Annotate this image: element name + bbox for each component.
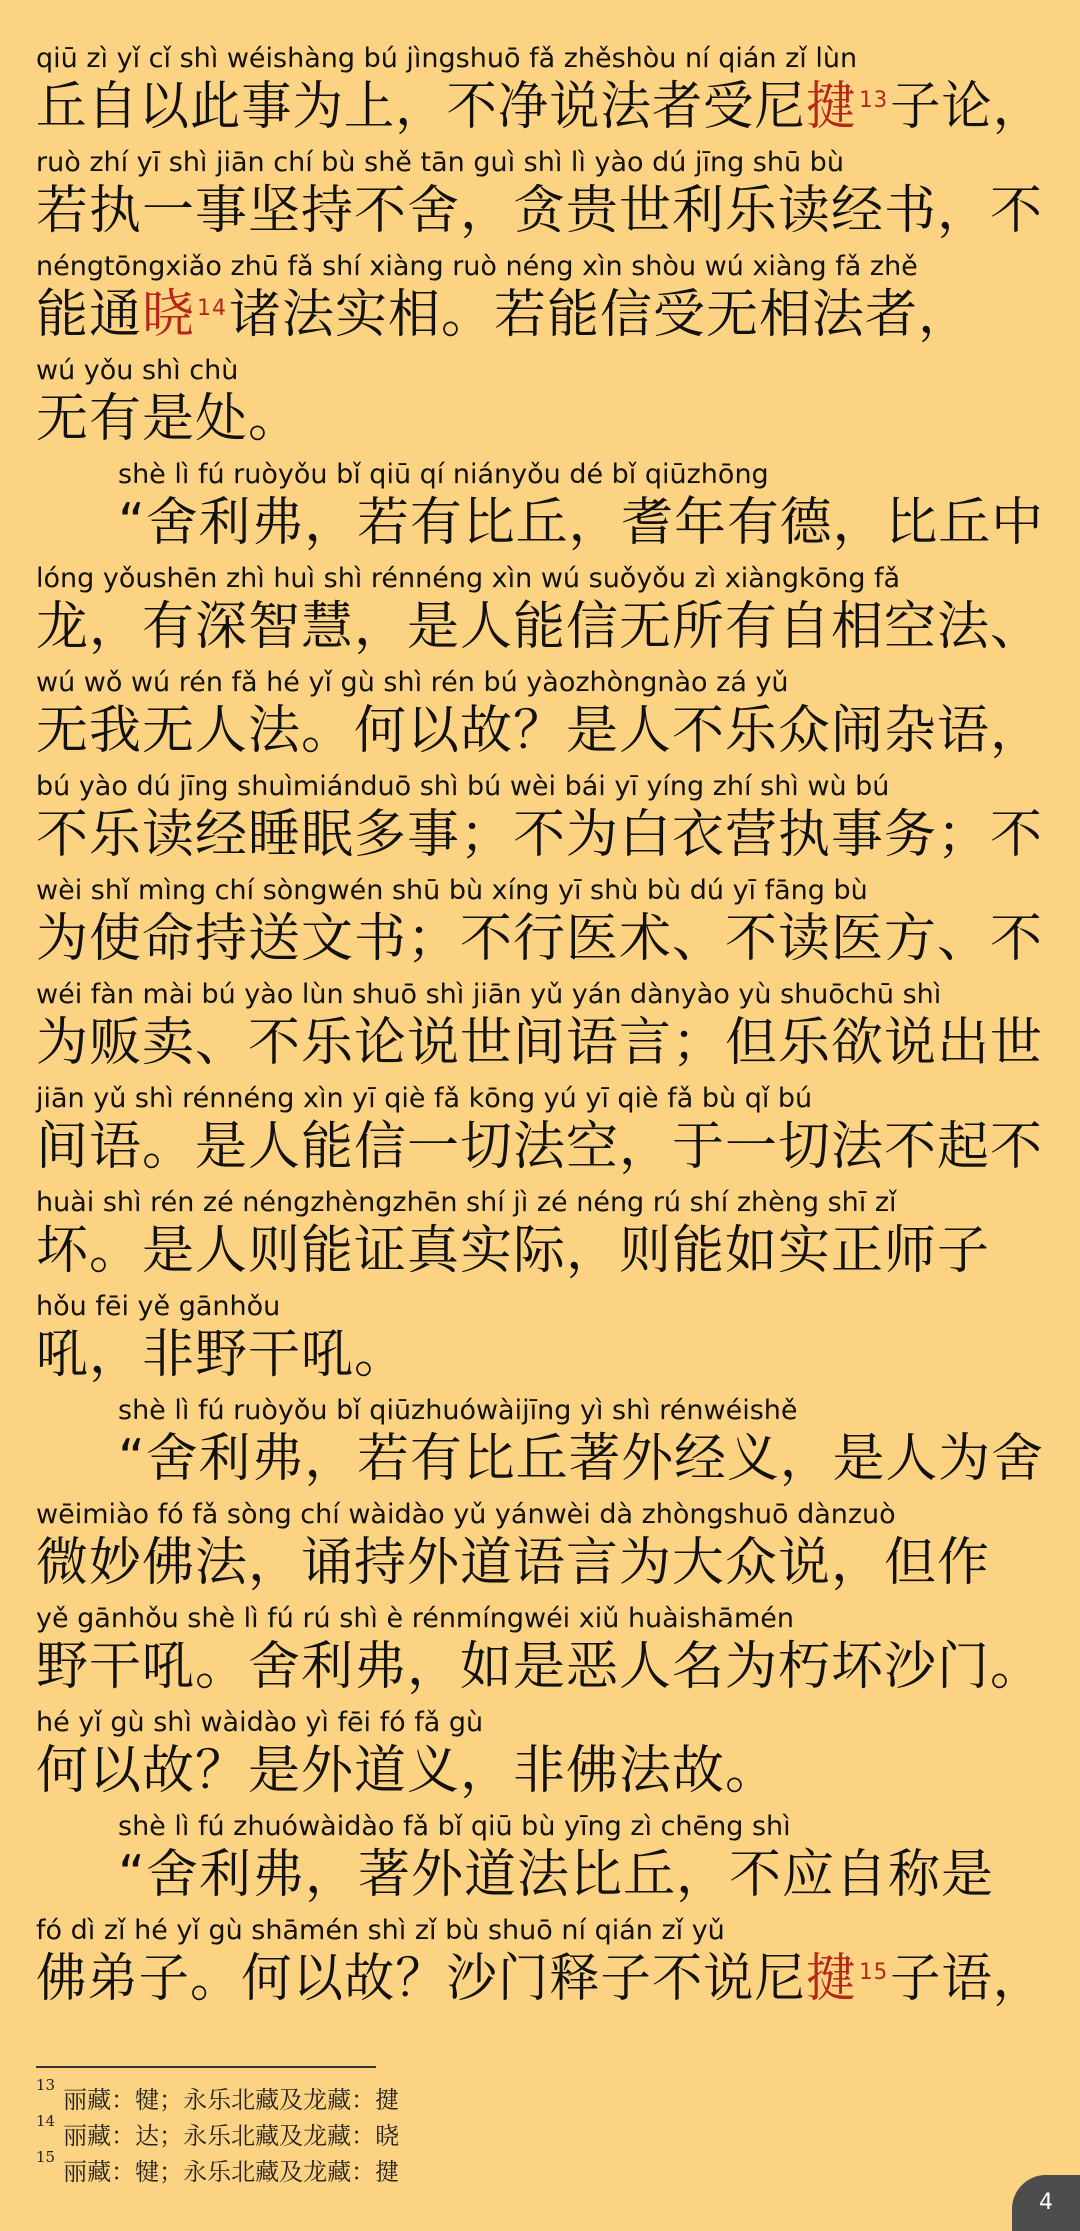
chinese-text bbox=[36, 696, 1043, 766]
chinese-text bbox=[36, 1632, 1043, 1702]
chinese-text bbox=[36, 1528, 990, 1598]
text-segment: 能通 bbox=[36, 285, 143, 345]
variant-character: 揵 bbox=[805, 77, 858, 137]
chinese-text bbox=[36, 72, 1044, 142]
chinese-text bbox=[36, 176, 1043, 246]
text-segment: 无有是处。 bbox=[36, 389, 302, 449]
text-segment: 微妙佛法，诵持外道语言为大众说，但作 bbox=[36, 1533, 991, 1593]
chinese-text bbox=[36, 1320, 407, 1390]
chinese-text bbox=[36, 280, 971, 350]
chinese-text bbox=[118, 488, 1044, 558]
variant-character: 晓 bbox=[142, 285, 196, 345]
footnote-15: $^{15}$丽藏：犍；永乐北藏及龙藏：揵 bbox=[36, 2148, 400, 2186]
pinyin-annotation: huài shì rén zé néngzhèngzhēn shí jì zé néng rú shí zhèng shī zǐ bbox=[36, 1187, 897, 1218]
footnote-reference[interactable]: 14 bbox=[197, 296, 228, 321]
text-segment: 何以故？是外道义，非佛法故。 bbox=[36, 1741, 779, 1801]
chinese-text bbox=[36, 1736, 778, 1806]
text-segment: “舍利弗，著外道法比丘，不应自称是 bbox=[118, 1845, 994, 1905]
pinyin-annotation: fó dì zǐ hé yǐ gù shāmén shì zǐ bù shuō ní qián zǐ yǔ bbox=[36, 1915, 725, 1946]
text-segment: 龙，有深智慧，是人能信无所有自相空法、 bbox=[36, 597, 1044, 657]
pinyin-annotation: wéi fàn mài bú yào lùn shuō shì jiān yǔ yán dànyào yù shuōchū shì bbox=[36, 979, 942, 1010]
chinese-text bbox=[36, 1008, 1043, 1078]
pinyin-annotation: qiū zì yǐ cǐ shì wéishàng bú jìngshuō fǎ zhěshòu ní qián zǐ lùn bbox=[36, 43, 858, 74]
pinyin-annotation: wèi shǐ mìng chí sòngwén shū bù xíng yī shù bù dú yī fāng bù bbox=[36, 875, 868, 906]
pinyin-annotation: shè lì fú zhuówàidào fǎ bǐ qiū bù yīng zì chēng shì bbox=[118, 1811, 791, 1842]
pinyin-annotation: jiān yǔ shì rénnéng xìn yī qiè fǎ kōng yú yī qiè fǎ bù qǐ bú bbox=[36, 1083, 813, 1114]
chinese-text bbox=[36, 904, 1043, 974]
pinyin-annotation: yě gānhǒu shè lì fú rú shì è rénmíngwéi xiǔ huàishāmén bbox=[36, 1603, 794, 1634]
footnote-reference[interactable]: 13 bbox=[859, 88, 889, 113]
pinyin-annotation: néngtōngxiǎo zhū fǎ shí xiàng ruò néng xìn shòu wú xiàng fǎ zhě bbox=[36, 251, 918, 282]
chinese-text bbox=[118, 1424, 1044, 1494]
pinyin-annotation: wú yǒu shì chù bbox=[36, 355, 239, 386]
chinese-text bbox=[118, 1840, 994, 1910]
footnote-reference[interactable]: 15 bbox=[859, 1960, 889, 1985]
pinyin-annotation: shè lì fú ruòyǒu bǐ qiū qí niányǒu dé bǐ qiūzhōng bbox=[118, 459, 769, 490]
footnote-13: $^{13}$丽藏：犍；永乐北藏及龙藏：揵 bbox=[36, 2076, 400, 2114]
pinyin-annotation: bú yào dú jīng shuìmiánduō shì bú wèi bái yī yíng zhí shì wù bú bbox=[36, 771, 890, 802]
text-segment: 子论， bbox=[890, 77, 1045, 137]
page-number: 4 bbox=[1039, 2190, 1053, 2215]
text-segment: 吼，非野干吼。 bbox=[36, 1325, 408, 1385]
pinyin-annotation: hǒu fēi yě gānhǒu bbox=[36, 1291, 281, 1322]
pinyin-annotation: hé yǐ gù shì wàidào yì fēi fó fǎ gù bbox=[36, 1707, 484, 1738]
pinyin-annotation: wú wǒ wú rén fǎ hé yǐ gù shì rén bú yàozhòngnào zá yǔ bbox=[36, 667, 789, 698]
text-segment: “舍利弗，若有比丘，耆年有德，比丘中 bbox=[118, 493, 1044, 553]
text-segment: 野干吼。舍利弗，如是恶人名为朽坏沙门。 bbox=[36, 1637, 1044, 1697]
chinese-text bbox=[36, 1944, 1044, 2014]
text-segment: 子语， bbox=[890, 1949, 1045, 2009]
footnote-divider bbox=[36, 2066, 376, 2068]
text-segment: 为贩卖、不乐论说世间语言；但乐欲说出世 bbox=[36, 1013, 1044, 1073]
pinyin-annotation: shè lì fú ruòyǒu bǐ qiūzhuówàijīng yì shì rénwéishě bbox=[118, 1395, 798, 1426]
text-segment: 丘自以此事为上，不净说法者受尼 bbox=[36, 77, 806, 137]
text-segment: 无我无人法。何以故？是人不乐众闹杂语， bbox=[36, 701, 1044, 761]
text-segment: 为使命持送文书；不行医术、不读医方、不 bbox=[36, 909, 1044, 969]
pinyin-annotation: lóng yǒushēn zhì huì shì rénnéng xìn wú suǒyǒu zì xiàngkōng fǎ bbox=[36, 563, 901, 594]
footnote-14: $^{14}$丽藏：达；永乐北藏及龙藏：晓 bbox=[36, 2112, 400, 2150]
text-segment: “舍利弗，若有比丘著外经义，是人为舍 bbox=[118, 1429, 1044, 1489]
text-segment: 诸法实相。若能信受无相法者， bbox=[229, 285, 972, 345]
text-segment: 不乐读经睡眠多事；不为白衣营执事务；不 bbox=[36, 805, 1044, 865]
chinese-text bbox=[36, 384, 301, 454]
chinese-text bbox=[36, 1216, 990, 1286]
pinyin-annotation: wēimiào fó fǎ sòng chí wàidào yǔ yánwèi dà zhòngshuō dànzuò bbox=[36, 1499, 896, 1530]
chinese-text bbox=[36, 800, 1043, 870]
chinese-text bbox=[36, 592, 1043, 662]
text-segment: 间语。是人能信一切法空，于一切法不起不 bbox=[36, 1117, 1044, 1177]
pinyin-annotation: ruò zhí yī shì jiān chí bù shě tān guì shì lì yào dú jīng shū bù bbox=[36, 147, 844, 178]
text-segment: 坏。是人则能证真实际，则能如实正师子 bbox=[36, 1221, 991, 1281]
text-segment: 佛弟子。何以故？沙门释子不说尼 bbox=[36, 1949, 806, 2009]
text-segment: 若执一事坚持不舍，贪贵世利乐读经书，不 bbox=[36, 181, 1044, 241]
variant-character: 揵 bbox=[805, 1949, 858, 2009]
chinese-text bbox=[36, 1112, 1043, 1182]
